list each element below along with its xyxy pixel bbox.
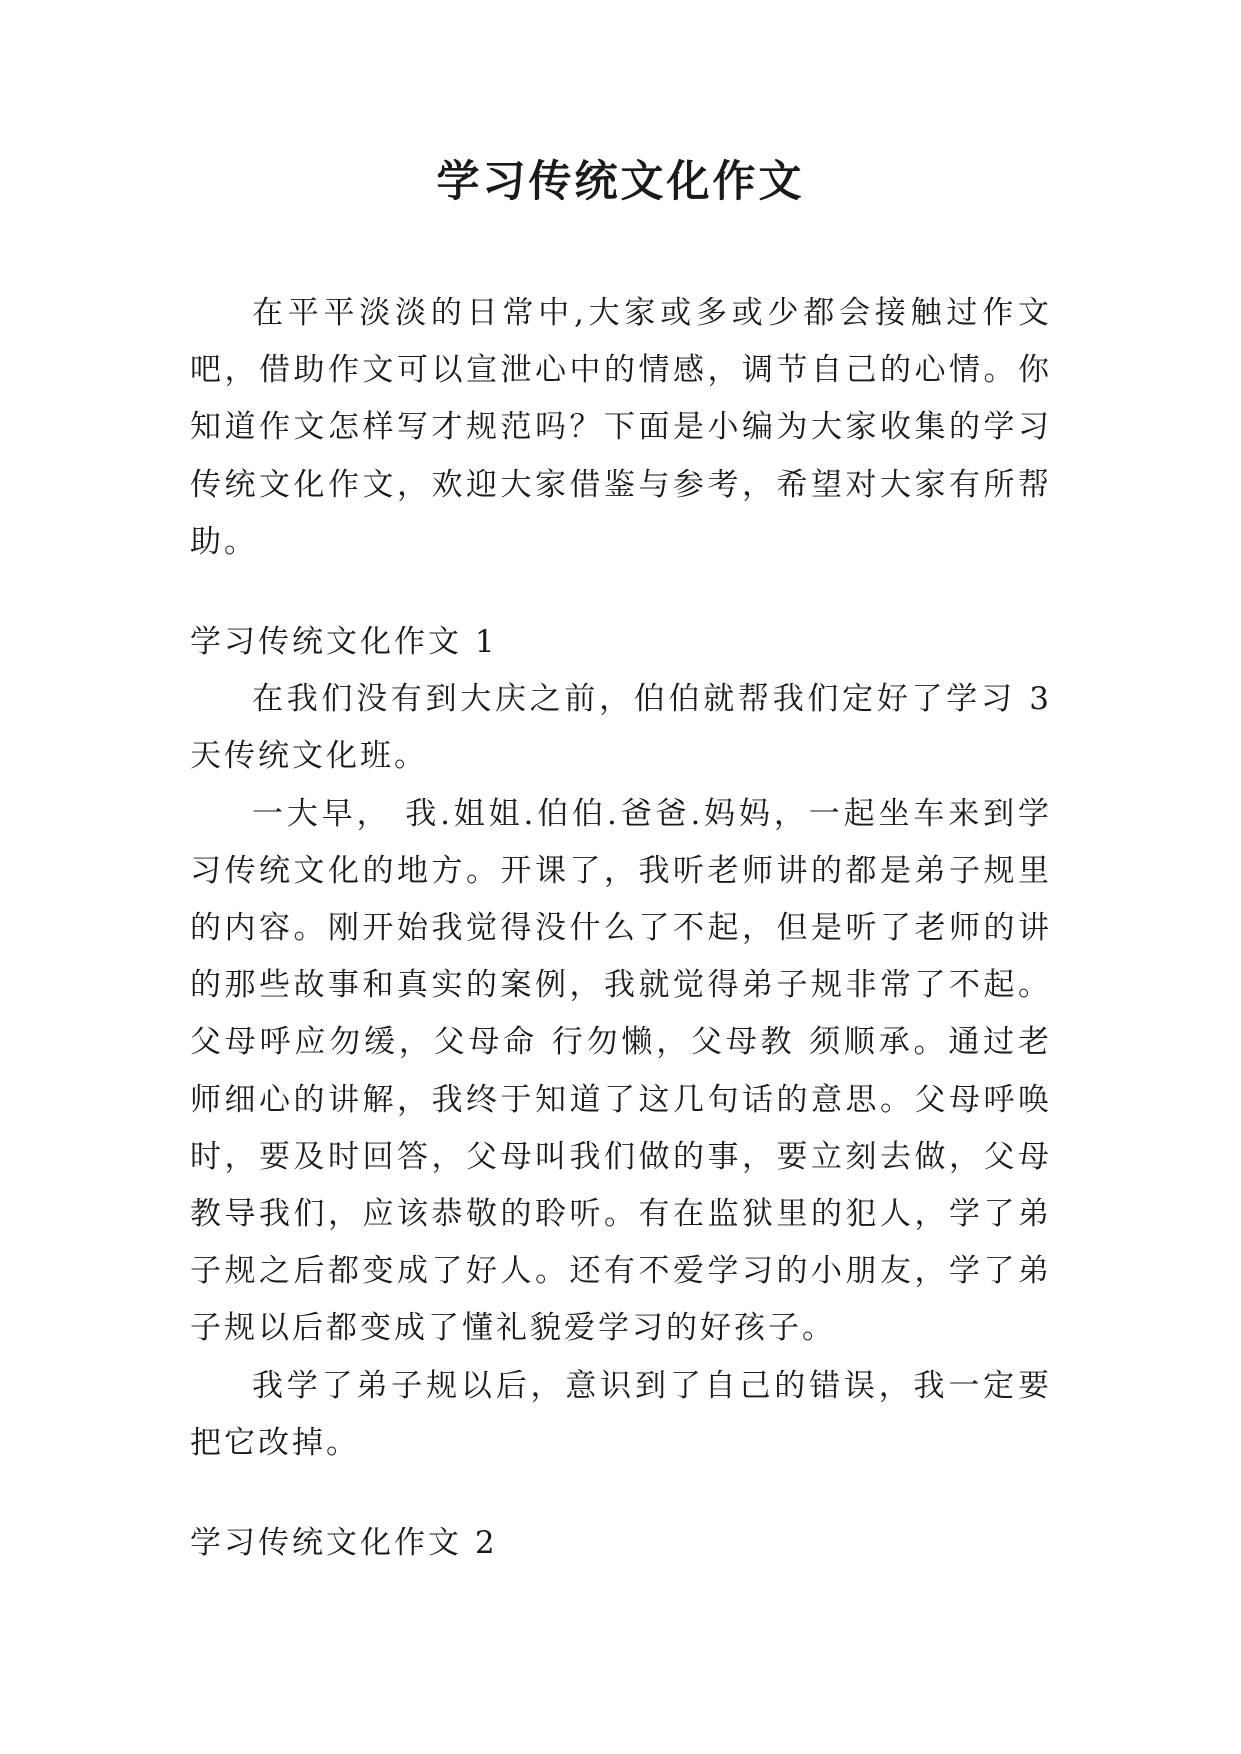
spacer xyxy=(190,1472,1052,1515)
section-1-paragraph-1: 在我们没有到大庆之前，伯伯就帮我们定好了学习 3 天传统文化班。 xyxy=(190,681,1052,775)
section-1-paragraph-2: 一大早， 我.姐姐.伯伯.爸爸.妈妈，一起坐车来到学习传统文化的地方。开课了，我听老师讲的都是弟子规里的内容。刚开始我觉得没什么了不起，但是听了老师的讲的那些故事和真实的案例，我就觉得弟子规非常了不起。父母呼应勿缓，父母命 行勿懒，父母教 须顺承。通过老师细心的讲解，我终于知道了这几句话的意思。父母呼唤时，要及时回答，父母叫我们做的事，要立刻去做，父母教导我们，应该恭敬的聆听。有在监狱里的犯人，学了弟子规之后都变成了好人。还有不爱学习的小朋友，学了弟子规以后都变成了懂礼貌爱学习的好孩子。 xyxy=(190,795,1052,1347)
document-title: 学习传统文化作文 xyxy=(436,157,805,207)
section-heading-2: 学习传统文化作文 2 xyxy=(190,1525,498,1562)
document-body xyxy=(190,285,1052,1572)
spacer xyxy=(190,571,1052,614)
section-1-paragraph-3: 我学了弟子规以后，意识到了自己的错误，我一定要把它改掉。 xyxy=(190,1367,1052,1461)
section-heading-1: 学习传统文化作文 1 xyxy=(190,624,498,661)
intro-paragraph: 在平平淡淡的日常中,大家或多或少都会接触过作文吧，借助作文可以宣泄心中的情感，调节自己的心情。你知道作文怎样写才规范吗？下面是小编为大家收集的学习传统文化作文，欢迎大家借鉴与参考，希望对大家有所帮助。 xyxy=(190,295,1052,560)
